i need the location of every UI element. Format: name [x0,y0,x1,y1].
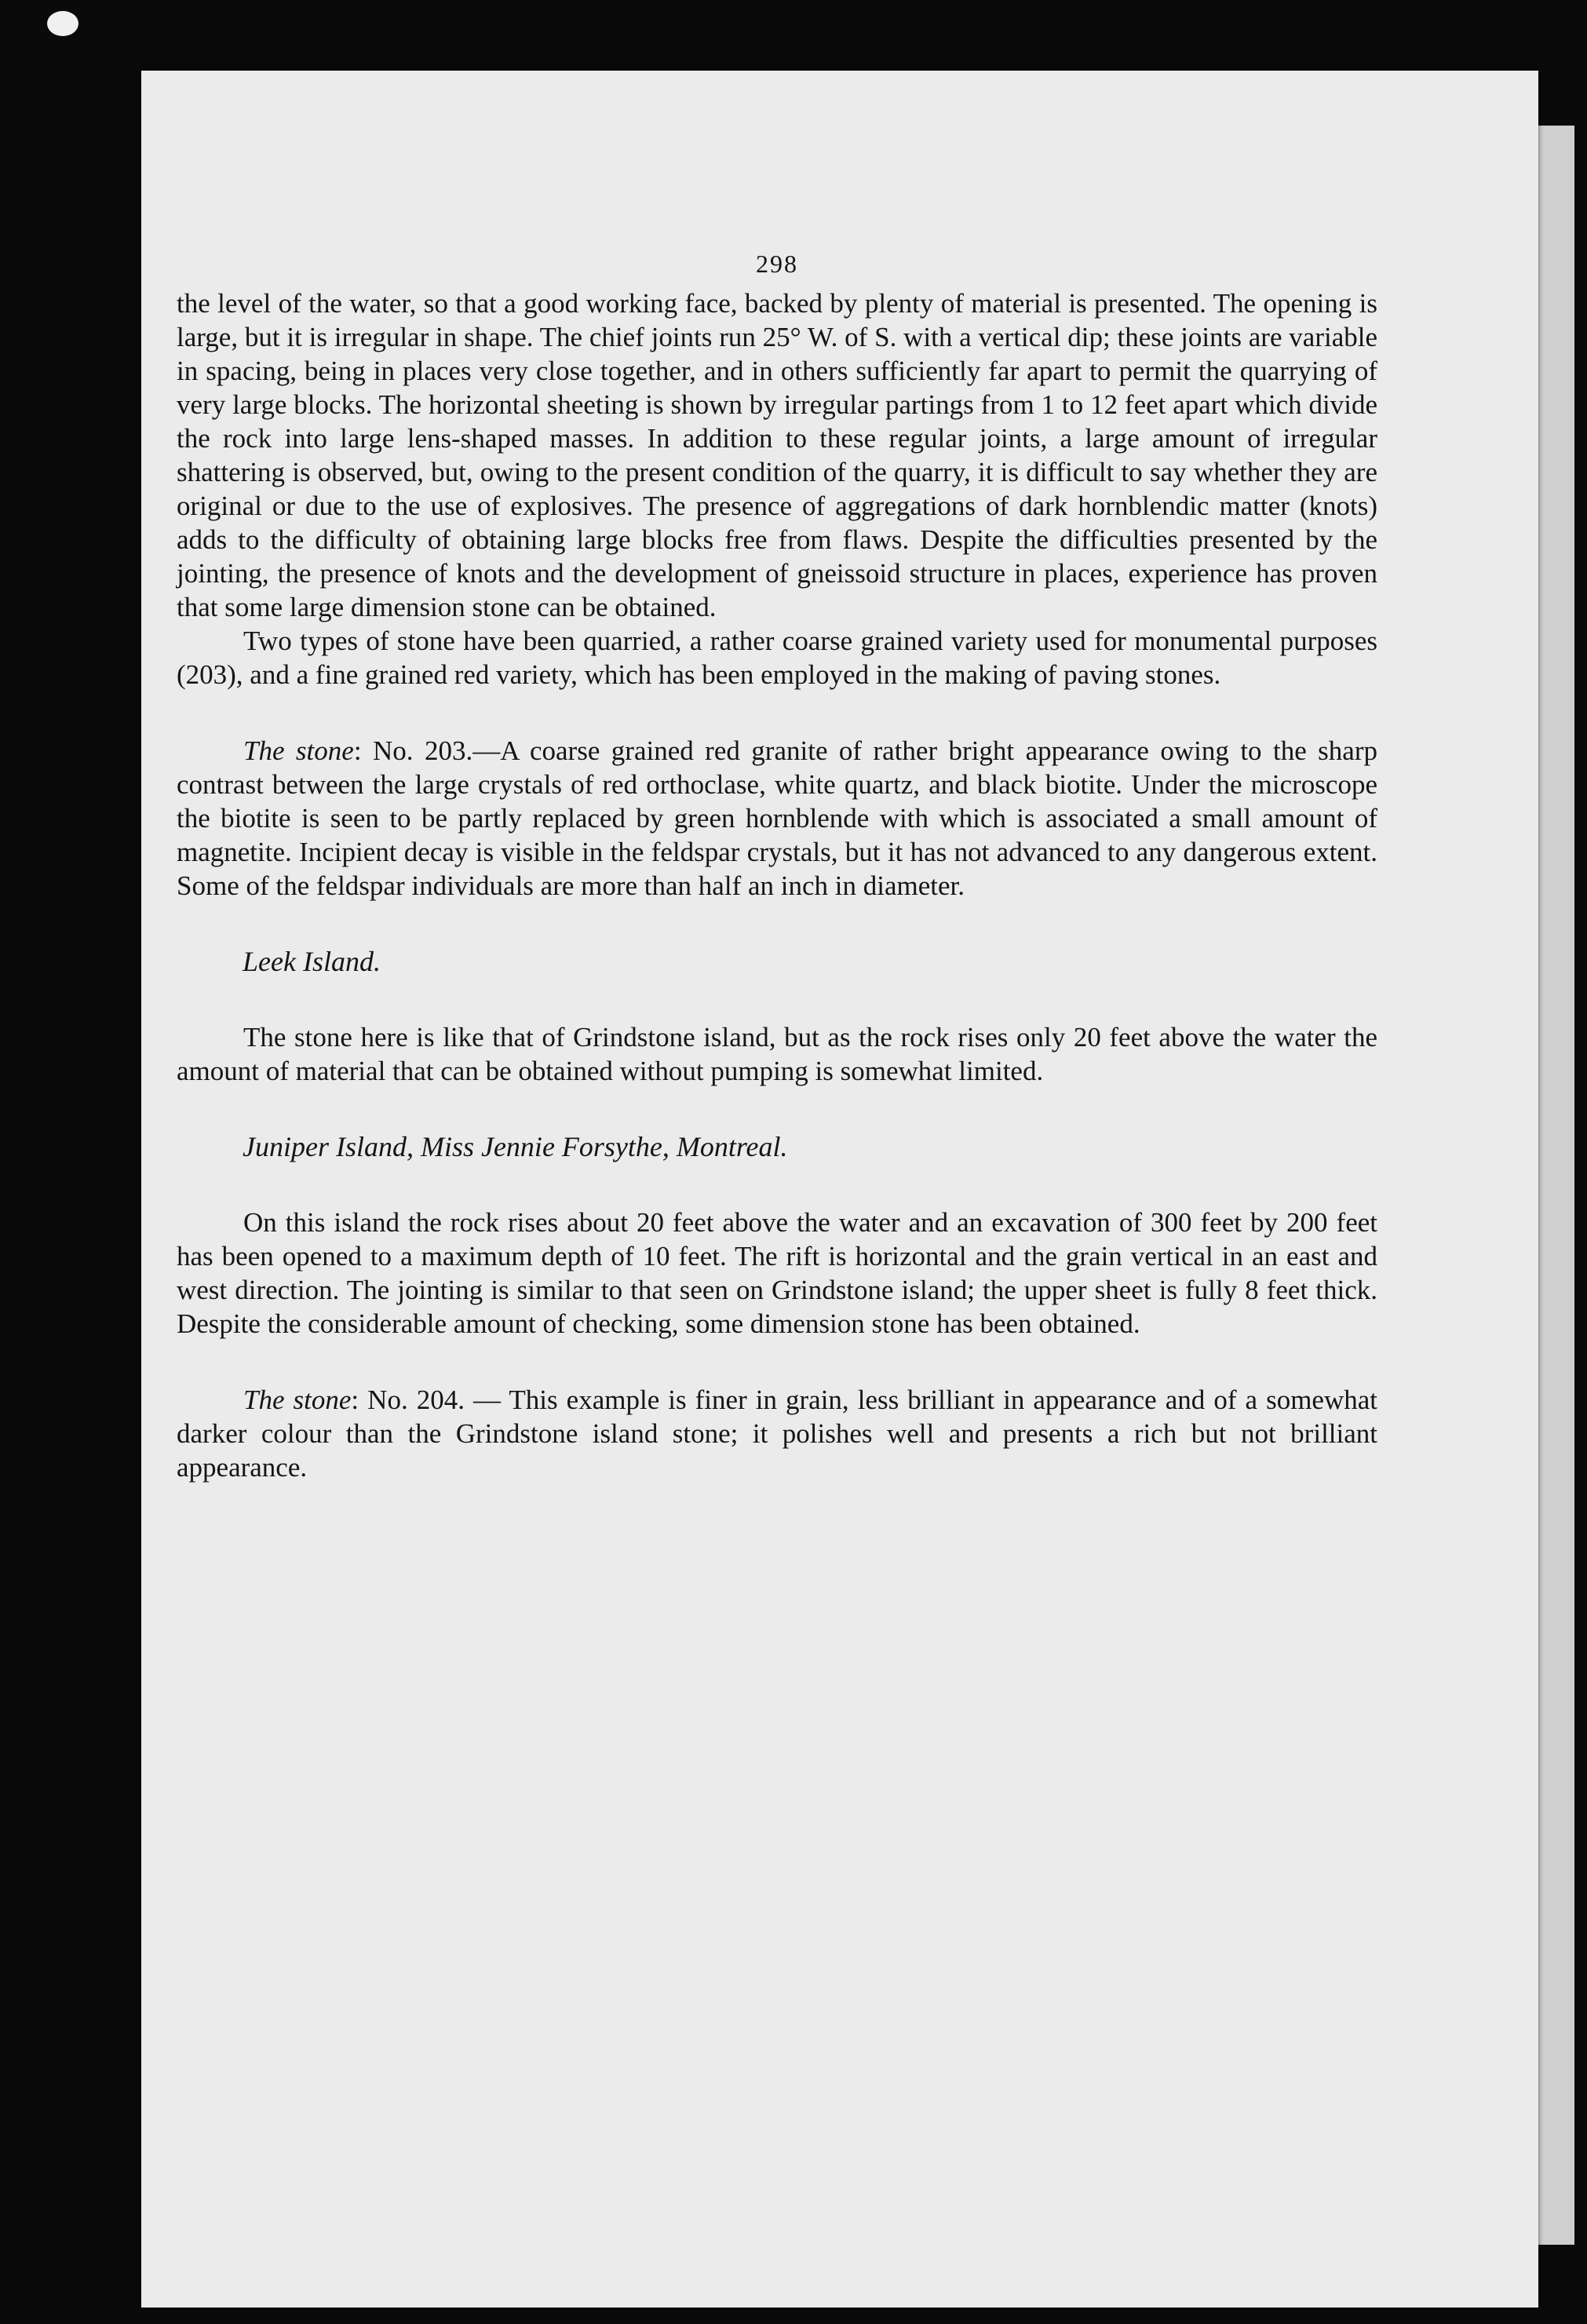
page-content [177,188,1377,1484]
paragraph-stone-204 [177,1383,1377,1484]
stone-203-text: : No. 203.—A coarse grained red granite of rather bright appearance owing to the sharp contrast between the large crystals of red orthoclase, white quartz, and black biotite. Under the microscope the biotite is seen to be partly replaced by green hornblende with which is associated a small amount of magnetite. Incipient decay is visible in the feldspar crystals, but it has not advanced to any dangerous extent. Some of the feldspar individuals are more than half an inch in diameter. [177,735,1377,901]
stone-204-lead: The stone [243,1385,352,1415]
page-number: 298 [756,250,798,278]
adjacent-page-edge [1538,126,1574,2245]
heading-leek-island: Leek Island. [243,946,381,977]
stone-203-lead: The stone [243,735,354,766]
paragraph-stone-types: Two types of stone have been quarried, a rather coarse grained variety used for monumental purposes (203), and a fine grained red variety, which has been employed in the making of paving stones. [177,626,1377,690]
stone-204-text: : No. 204. — This example is finer in grain, less brilliant in appearance and of a somewhat darker colour than the Grindstone island stone; it polishes well and presents a rich but not brilliant appearance. [177,1385,1377,1483]
paragraph-leek-island: The stone here is like that of Grindstone island, but as the rock rises only 20 feet above the water the amount of material that can be obtained without pumping is somewhat limited. [177,1022,1377,1086]
paragraph-stone-203 [177,734,1377,903]
paragraph-juniper-island: On this island the rock rises about 20 feet above the water and an excavation of 300 feet by 200 feet has been opened to a maximum depth of 10 feet. The rift is horizontal and the grain vertical in an east and west direction. The jointing is similar to that seen on Grindstone island; the upper sheet is fully 8 feet thick. Despite the considerable amount of checking, some dimension stone has been obtained. [177,1207,1377,1339]
heading-juniper-island: Juniper Island, Miss Jennie Forsythe, Montreal. [243,1131,788,1162]
paragraph-quarry-description: the level of the water, so that a good working face, backed by plenty of material is presented. The opening is large, but it is irregular in shape. The chief joints run 25° W. of S. with a vertical dip; these joints are variable in spacing, being in places very close together, and in others sufficiently far apart to permit the quarrying of very large blocks. The horizontal sheeting is shown by irregular partings from 1 to 12 feet apart which divide the rock into large lens-shaped masses. In addition to these regular joints, a large amount of irregular shattering is observed, but, owing to the present condition of the quarry, it is difficult to say whether they are original or due to the use of explosives. The presence of aggregations of dark hornblendic matter (knots) adds to the difficulty of obtaining large blocks free from flaws. Despite the difficulties presented by the jointing, the presence of knots and the development of gneissoid structure in places, experience has proven that some large dimension stone can be obtained. [177,288,1377,622]
scan-artifact [47,11,78,36]
